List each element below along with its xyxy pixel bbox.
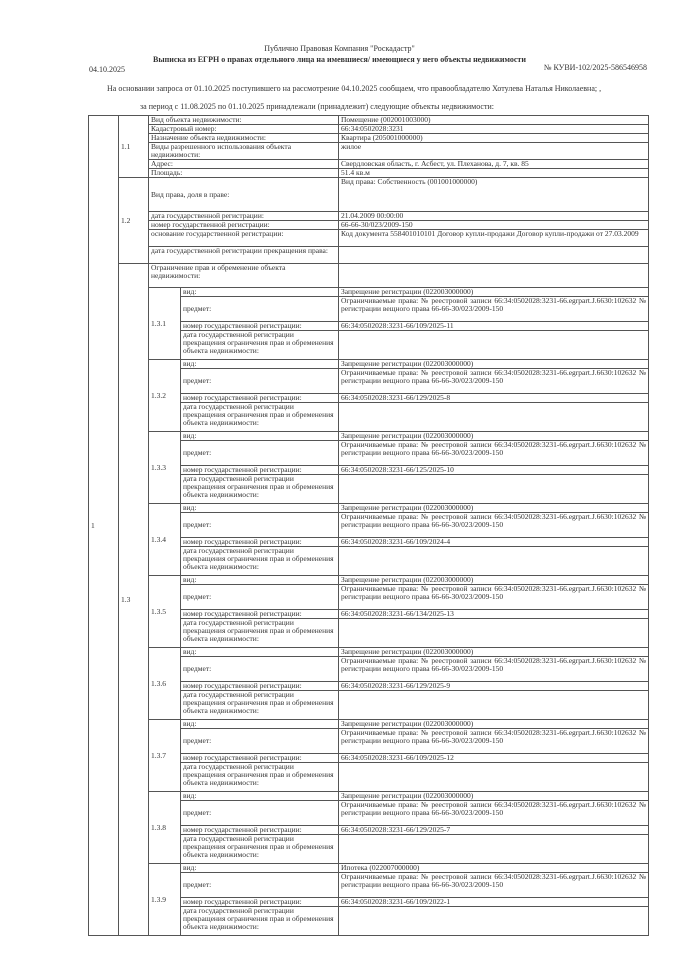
field-value: 21.04.2009 00:00:00 xyxy=(339,212,649,221)
encumbrance-subject: Ограничиваемые права: № реестровой записи 66:34:0502028:3231-66.egrpart.J.6630:102632 № регистрации вещного права 66-66-30/023/2009-150 xyxy=(339,513,649,538)
field-label: дата государственной регистрации прекращения ограничения прав и обременения объекта недвижимости: xyxy=(181,475,339,504)
encumbrance-subject: Ограничиваемые права: № реестровой записи 66:34:0502028:3231-66.egrpart.J.6630:102632 № регистрации вещного права 66-66-30/023/2009-150 xyxy=(339,297,649,322)
table-row xyxy=(89,169,649,178)
field-label: дата государственной регистрации прекращения ограничения прав и обременения объекта недвижимости: xyxy=(181,619,339,648)
field-label: номер государственной регистрации: xyxy=(181,322,339,331)
encumbrance-kind: Запрещение регистрации (022003000000) xyxy=(339,360,649,369)
encumbrance-reg-number: 66:34:0502028:3231-66/109/2024-4 xyxy=(339,538,649,547)
field-label: предмет: xyxy=(181,585,339,610)
encumbrance-end-date xyxy=(339,763,649,792)
section-index: 1.2 xyxy=(119,178,149,264)
field-label: предмет: xyxy=(181,657,339,682)
table-row xyxy=(89,134,649,143)
encumbrance-index: 1.3.6 xyxy=(149,648,181,720)
field-value xyxy=(339,264,649,288)
table-row xyxy=(89,230,649,247)
field-label: Виды разрешенного использования объекта недвижимости: xyxy=(149,143,339,160)
encumbrance-end-date xyxy=(339,331,649,360)
section-label: Ограничение прав и обременение объекта недвижимости: xyxy=(149,264,339,288)
encumbrance-kind: Запрещение регистрации (022003000000) xyxy=(339,648,649,657)
field-label: дата государственной регистрации: xyxy=(149,212,339,221)
field-label: номер государственной регистрации: xyxy=(181,610,339,619)
field-label: дата государственной регистрации прекращения ограничения прав и обременения объекта недвижимости: xyxy=(181,331,339,360)
table-row xyxy=(89,288,649,297)
table-row xyxy=(89,143,649,160)
field-value: Вид права: Собственность (001001000000) xyxy=(339,178,649,212)
field-label: номер государственной регистрации: xyxy=(181,466,339,475)
field-label: вид: xyxy=(181,576,339,585)
encumbrance-end-date xyxy=(339,547,649,576)
encumbrance-reg-number: 66:34:0502028:3231-66/109/2025-11 xyxy=(339,322,649,331)
field-value: Свердловская область, г. Асбест, ул. Плеханова, д. 7, кв. 85 xyxy=(339,160,649,169)
encumbrance-index: 1.3.7 xyxy=(149,720,181,792)
field-label: Назначение объекта недвижимости: xyxy=(149,134,339,143)
field-label: предмет: xyxy=(181,729,339,754)
encumbrance-subject: Ограничиваемые права: № реестровой записи 66:34:0502028:3231-66.egrpart.J.6630:102632 № регистрации вещного права 66-66-30/023/2009-150 xyxy=(339,801,649,826)
field-label: номер государственной регистрации: xyxy=(181,754,339,763)
encumbrance-end-date xyxy=(339,475,649,504)
table-row xyxy=(89,178,649,212)
encumbrance-end-date xyxy=(339,619,649,648)
encumbrance-index: 1.3.8 xyxy=(149,792,181,864)
encumbrance-reg-number: 66:34:0502028:3231-66/134/2025-13 xyxy=(339,610,649,619)
encumbrance-reg-number: 66:34:0502028:3231-66/129/2025-9 xyxy=(339,682,649,691)
encumbrance-subject: Ограничиваемые права: № реестровой записи 66:34:0502028:3231-66.egrpart.J.6630:102632 № регистрации вещного права 66-66-30/023/2009-150 xyxy=(339,585,649,610)
object-index: 1 xyxy=(89,116,119,936)
field-label: номер государственной регистрации: xyxy=(149,221,339,230)
field-label: Вид права, доля в праве: xyxy=(149,178,339,212)
field-value: жилое xyxy=(339,143,649,160)
intro-period: за период с 11.08.2025 по 01.10.2025 принадлежали (принадлежит) следующие объекты недвижимости: xyxy=(140,102,494,111)
field-label: дата государственной регистрации прекращения ограничения прав и обременения объекта недвижимости: xyxy=(181,835,339,864)
table-row xyxy=(89,504,649,513)
encumbrance-subject: Ограничиваемые права: № реестровой записи 66:34:0502028:3231-66.egrpart.J.6630:102632 № регистрации вещного права 66-66-30/023/2009-150 xyxy=(339,441,649,466)
table-row xyxy=(89,125,649,134)
document-title: Выписка из ЕГРН о правах отдельного лица на имевшиеся/ имеющиеся у него объекты недвижимости xyxy=(153,55,526,64)
table-row xyxy=(89,221,649,230)
field-label: Кадастровый номер: xyxy=(149,125,339,134)
encumbrance-index: 1.3.3 xyxy=(149,432,181,504)
table-row xyxy=(89,648,649,657)
table-row xyxy=(89,792,649,801)
field-label: номер государственной регистрации: xyxy=(181,538,339,547)
field-label: вид: xyxy=(181,432,339,441)
field-label: вид: xyxy=(181,720,339,729)
encumbrance-index: 1.3.1 xyxy=(149,288,181,360)
encumbrance-end-date xyxy=(339,403,649,432)
table-row xyxy=(89,160,649,169)
field-label: Адрес: xyxy=(149,160,339,169)
field-label: дата государственной регистрации прекращения ограничения прав и обременения объекта недвижимости: xyxy=(181,763,339,792)
table-row xyxy=(89,247,649,264)
encumbrance-end-date xyxy=(339,907,649,936)
encumbrance-kind: Запрещение регистрации (022003000000) xyxy=(339,792,649,801)
field-label: номер государственной регистрации: xyxy=(181,682,339,691)
field-label: дата государственной регистрации прекращения ограничения прав и обременения объекта недвижимости: xyxy=(181,547,339,576)
encumbrance-subject: Ограничиваемые права: № реестровой записи 66:34:0502028:3231-66.egrpart.J.6630:102632 № регистрации вещного права 66-66-30/023/2009-150 xyxy=(339,369,649,394)
encumbrance-reg-number: 66:34:0502028:3231-66/129/2025-8 xyxy=(339,394,649,403)
intro-text: На основании запроса от 01.10.2025 поступившего на рассмотрение 04.10.2025 сообщаем, что правообладателю Хотулева Наталья Николаевна; , xyxy=(107,84,602,93)
field-value: Квартира (205001000000) xyxy=(339,134,649,143)
section-index: 1.3 xyxy=(119,264,149,936)
encumbrance-kind: Запрещение регистрации (022003000000) xyxy=(339,720,649,729)
field-label: дата государственной регистрации прекращения ограничения прав и обременения объекта недвижимости: xyxy=(181,691,339,720)
field-label: вид: xyxy=(181,864,339,873)
field-value: Помещение (002001003000) xyxy=(339,116,649,125)
field-value: 66-66-30/023/2009-150 xyxy=(339,221,649,230)
table-row xyxy=(89,720,649,729)
encumbrance-reg-number: 66:34:0502028:3231-66/129/2025-7 xyxy=(339,826,649,835)
encumbrance-kind: Запрещение регистрации (022003000000) xyxy=(339,432,649,441)
field-value xyxy=(339,247,649,264)
field-value: 51.4 кв.м xyxy=(339,169,649,178)
field-label: номер государственной регистрации: xyxy=(181,394,339,403)
table-row xyxy=(89,576,649,585)
encumbrance-subject: Ограничиваемые права: № реестровой записи 66:34:0502028:3231-66.egrpart.J.6630:102632 № регистрации вещного права 66-66-30/023/2009-150 xyxy=(339,873,649,898)
field-label: Площадь: xyxy=(149,169,339,178)
encumbrance-end-date xyxy=(339,835,649,864)
document-number: № КУВИ-102/2025-586546958 xyxy=(543,63,647,72)
encumbrance-reg-number: 66:34:0502028:3231-66/125/2025-10 xyxy=(339,466,649,475)
field-value: Код документа 558401010101 Договор купли-продажи Договор купли-продажи от 27.03.2009 xyxy=(339,230,649,247)
field-label: Вид объекта недвижимости: xyxy=(149,116,339,125)
table-row xyxy=(89,864,649,873)
table-row xyxy=(89,116,649,125)
encumbrance-subject: Ограничиваемые права: № реестровой записи 66:34:0502028:3231-66.egrpart.J.6630:102632 № регистрации вещного права 66-66-30/023/2009-150 xyxy=(339,729,649,754)
field-label: вид: xyxy=(181,648,339,657)
field-label: основание государственной регистрации: xyxy=(149,230,339,247)
field-label: предмет: xyxy=(181,297,339,322)
encumbrance-subject: Ограничиваемые права: № реестровой записи 66:34:0502028:3231-66.egrpart.J.6630:102632 № регистрации вещного права 66-66-30/023/2009-150 xyxy=(339,657,649,682)
field-label: номер государственной регистрации: xyxy=(181,826,339,835)
encumbrance-index: 1.3.5 xyxy=(149,576,181,648)
field-label: предмет: xyxy=(181,801,339,826)
table-row xyxy=(89,360,649,369)
field-label: дата государственной регистрации прекращения ограничения прав и обременения объекта недвижимости: xyxy=(181,403,339,432)
field-label: вид: xyxy=(181,360,339,369)
section-index: 1.1 xyxy=(119,116,149,178)
field-label: вид: xyxy=(181,288,339,297)
encumbrance-kind: Запрещение регистрации (022003000000) xyxy=(339,576,649,585)
organization-name: Публично Правовая Компания "Роскадастр" xyxy=(264,44,415,53)
encumbrance-end-date xyxy=(339,691,649,720)
table-row xyxy=(89,212,649,221)
field-label: предмет: xyxy=(181,513,339,538)
document-date: 04.10.2025 xyxy=(89,65,125,74)
field-label: дата государственной регистрации прекращения права: xyxy=(149,247,339,264)
encumbrance-kind: Запрещение регистрации (022003000000) xyxy=(339,288,649,297)
field-value: 66:34:0502028:3231 xyxy=(339,125,649,134)
field-label: вид: xyxy=(181,504,339,513)
field-label: вид: xyxy=(181,792,339,801)
table-row xyxy=(89,432,649,441)
property-table xyxy=(88,115,649,936)
field-label: предмет: xyxy=(181,441,339,466)
field-label: предмет: xyxy=(181,369,339,394)
encumbrance-reg-number: 66:34:0502028:3231-66/109/2025-12 xyxy=(339,754,649,763)
table-row xyxy=(89,264,649,288)
field-label: дата государственной регистрации прекращения ограничения прав и обременения объекта недвижимости: xyxy=(181,907,339,936)
encumbrance-index: 1.3.4 xyxy=(149,504,181,576)
encumbrance-kind: Ипотека (022007000000) xyxy=(339,864,649,873)
encumbrance-reg-number: 66:34:0502028:3231-66/109/2022-1 xyxy=(339,898,649,907)
encumbrance-kind: Запрещение регистрации (022003000000) xyxy=(339,504,649,513)
field-label: номер государственной регистрации: xyxy=(181,898,339,907)
field-label: предмет: xyxy=(181,873,339,898)
encumbrance-index: 1.3.9 xyxy=(149,864,181,936)
encumbrance-index: 1.3.2 xyxy=(149,360,181,432)
